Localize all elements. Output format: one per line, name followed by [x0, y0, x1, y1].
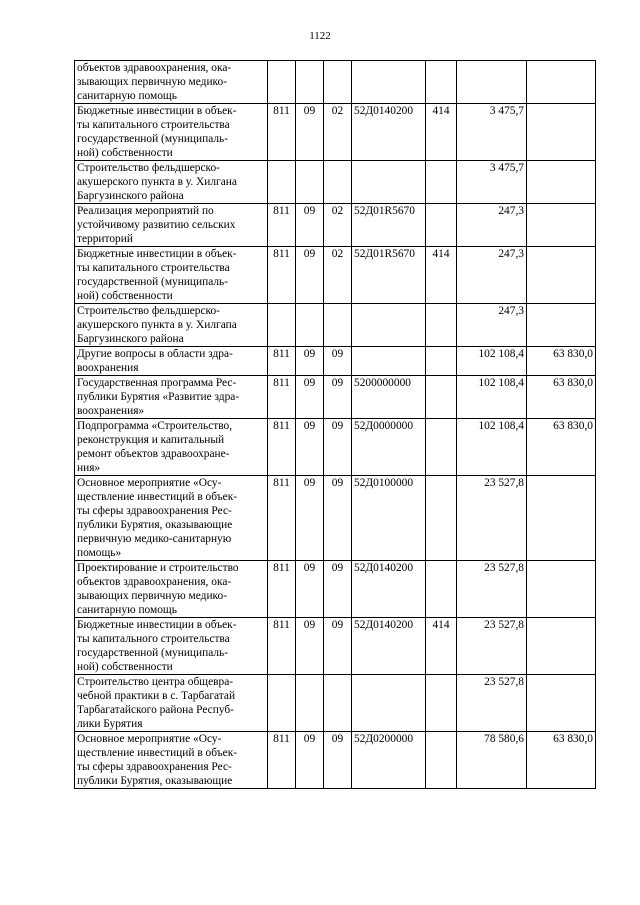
subsection-code-cell: 02 — [324, 247, 352, 304]
subsection-code-cell: 09 — [324, 476, 352, 561]
amount-2-cell: 63 830,0 — [527, 376, 596, 419]
amount-cell: 23 527,8 — [457, 675, 527, 732]
article-code-cell: 52Д0200000 — [352, 732, 426, 789]
amount-cell: 23 527,8 — [457, 618, 527, 675]
expense-type-cell — [426, 476, 457, 561]
name-cell — [75, 732, 268, 789]
name-cell — [75, 675, 268, 732]
row-label: Подпрограмма «Строительство, реконструкция и капитальный ремонт объектов здравоохране- ния» — [77, 420, 233, 474]
expense-type-cell — [426, 204, 457, 247]
row-label: Строительство центра общевра- чебной практики в с. Тарбагатай Тарбагатайского района Респуб- лики Бурятия — [77, 676, 236, 730]
subsection-code-cell — [324, 161, 352, 204]
section-code-cell: 09 — [296, 347, 324, 376]
name-cell — [75, 419, 268, 476]
section-code-cell: 09 — [296, 561, 324, 618]
subsection-code-cell — [324, 61, 352, 104]
name-cell — [75, 618, 268, 675]
name-cell — [75, 61, 268, 104]
section-code-cell: 09 — [296, 732, 324, 789]
page-number: 1122 — [309, 30, 331, 42]
admin-code-cell: 811 — [268, 561, 296, 618]
section-code-cell: 09 — [296, 476, 324, 561]
table-row — [75, 104, 596, 161]
expense-type-cell — [426, 61, 457, 104]
article-code-cell: 52Д01R5670 — [352, 204, 426, 247]
name-cell — [75, 304, 268, 347]
amount-cell: 3 475,7 — [457, 161, 527, 204]
expense-type-cell — [426, 376, 457, 419]
name-cell — [75, 104, 268, 161]
table-row — [75, 476, 596, 561]
table-row — [75, 376, 596, 419]
name-cell — [75, 347, 268, 376]
admin-code-cell: 811 — [268, 347, 296, 376]
article-code-cell: 52Д0140200 — [352, 618, 426, 675]
admin-code-cell: 811 — [268, 419, 296, 476]
article-code-cell: 52Д0140200 — [352, 104, 426, 161]
name-cell — [75, 247, 268, 304]
amount-2-cell: 63 830,0 — [527, 347, 596, 376]
expense-type-cell — [426, 161, 457, 204]
table-row — [75, 61, 596, 104]
admin-code-cell — [268, 304, 296, 347]
amount-2-cell: 63 830,0 — [527, 419, 596, 476]
admin-code-cell: 811 — [268, 247, 296, 304]
section-code-cell: 09 — [296, 247, 324, 304]
amount-cell: 23 527,8 — [457, 476, 527, 561]
amount-2-cell — [527, 204, 596, 247]
section-code-cell: 09 — [296, 419, 324, 476]
amount-cell — [457, 61, 527, 104]
expense-type-cell — [426, 561, 457, 618]
amount-2-cell — [527, 161, 596, 204]
subsection-code-cell — [324, 304, 352, 347]
subsection-code-cell: 09 — [324, 419, 352, 476]
subsection-code-cell: 09 — [324, 618, 352, 675]
admin-code-cell — [268, 61, 296, 104]
section-code-cell: 09 — [296, 376, 324, 419]
row-label: Основное мероприятие «Осу- ществление инвестиций в объек- ты сферы здравоохранения Рес- публики Бурятия, оказывающие — [77, 733, 238, 787]
article-code-cell: 5200000000 — [352, 376, 426, 419]
amount-cell: 102 108,4 — [457, 376, 527, 419]
amount-2-cell — [527, 476, 596, 561]
expense-type-cell — [426, 419, 457, 476]
amount-2-cell — [527, 675, 596, 732]
row-label: Бюджетные инвестиции в объек- ты капитального строительства государственной (муниципаль- ной) собственности — [77, 248, 237, 302]
row-label: Бюджетные инвестиции в объек- ты капитального строительства государственной (муниципаль- ной) собственности — [77, 619, 237, 673]
admin-code-cell — [268, 675, 296, 732]
subsection-code-cell: 09 — [324, 732, 352, 789]
article-code-cell — [352, 675, 426, 732]
amount-2-cell: 63 830,0 — [527, 732, 596, 789]
article-code-cell — [352, 347, 426, 376]
admin-code-cell — [268, 161, 296, 204]
row-label: Проектирование и строительство объектов здравоохранения, ока- зывающих первичную медико- санитарную помощь — [77, 562, 239, 616]
admin-code-cell: 811 — [268, 732, 296, 789]
name-cell — [75, 561, 268, 618]
article-code-cell: 52Д0000000 — [352, 419, 426, 476]
row-label: Реализация мероприятий по устойчивому развитию сельских территорий — [77, 205, 236, 245]
amount-cell: 247,3 — [457, 247, 527, 304]
amount-cell: 102 108,4 — [457, 347, 527, 376]
amount-2-cell — [527, 304, 596, 347]
row-label: объектов здравоохранения, ока- зывающих первичную медико- санитарную помощь — [77, 62, 232, 102]
subsection-code-cell — [324, 675, 352, 732]
table-row — [75, 675, 596, 732]
amount-cell: 3 475,7 — [457, 104, 527, 161]
article-code-cell: 52Д01R5670 — [352, 247, 426, 304]
article-code-cell: 52Д0140200 — [352, 561, 426, 618]
subsection-code-cell: 09 — [324, 347, 352, 376]
name-cell — [75, 376, 268, 419]
article-code-cell — [352, 161, 426, 204]
row-label: Строительство фельдшерско- акушерского пункта в у. Хилгана Баргузинского района — [77, 162, 237, 202]
section-code-cell — [296, 304, 324, 347]
expense-type-cell — [426, 732, 457, 789]
budget-table — [74, 60, 596, 789]
subsection-code-cell: 02 — [324, 104, 352, 161]
admin-code-cell: 811 — [268, 618, 296, 675]
table-row — [75, 561, 596, 618]
subsection-code-cell: 02 — [324, 204, 352, 247]
table-row — [75, 347, 596, 376]
name-cell — [75, 476, 268, 561]
row-label: Бюджетные инвестиции в объек- ты капитального строительства государственной (муниципаль- ной) собственности — [77, 105, 237, 159]
amount-cell: 23 527,8 — [457, 561, 527, 618]
row-label: Строительство фельдшерско- акушерского пункта в у. Хилгапа Баргузинского района — [77, 305, 237, 345]
section-code-cell: 09 — [296, 104, 324, 161]
admin-code-cell: 811 — [268, 376, 296, 419]
amount-cell: 247,3 — [457, 204, 527, 247]
table-row — [75, 247, 596, 304]
amount-cell: 102 108,4 — [457, 419, 527, 476]
subsection-code-cell: 09 — [324, 376, 352, 419]
amount-cell: 247,3 — [457, 304, 527, 347]
name-cell — [75, 161, 268, 204]
admin-code-cell: 811 — [268, 476, 296, 561]
budget-table-body — [75, 61, 596, 789]
row-label: Другие вопросы в области здра- воохранения — [77, 348, 233, 374]
amount-cell: 78 580,6 — [457, 732, 527, 789]
article-code-cell: 52Д0100000 — [352, 476, 426, 561]
row-label: Государственная программа Рес- публики Бурятия «Развитие здра- воохранения» — [77, 377, 240, 417]
section-code-cell — [296, 161, 324, 204]
article-code-cell — [352, 304, 426, 347]
expense-type-cell — [426, 347, 457, 376]
admin-code-cell: 811 — [268, 104, 296, 161]
table-row — [75, 419, 596, 476]
amount-2-cell — [527, 618, 596, 675]
expense-type-cell: 414 — [426, 104, 457, 161]
name-cell — [75, 204, 268, 247]
expense-type-cell — [426, 675, 457, 732]
table-row — [75, 618, 596, 675]
amount-2-cell — [527, 247, 596, 304]
amount-2-cell — [527, 61, 596, 104]
amount-2-cell — [527, 104, 596, 161]
admin-code-cell: 811 — [268, 204, 296, 247]
expense-type-cell — [426, 304, 457, 347]
expense-type-cell: 414 — [426, 247, 457, 304]
section-code-cell: 09 — [296, 618, 324, 675]
table-row — [75, 304, 596, 347]
article-code-cell — [352, 61, 426, 104]
section-code-cell — [296, 61, 324, 104]
amount-2-cell — [527, 561, 596, 618]
section-code-cell — [296, 675, 324, 732]
table-row — [75, 732, 596, 789]
section-code-cell: 09 — [296, 204, 324, 247]
table-row — [75, 204, 596, 247]
subsection-code-cell: 09 — [324, 561, 352, 618]
row-label: Основное мероприятие «Осу- ществление инвестиций в объек- ты сферы здравоохранения Рес- публики Бурятия, оказывающие первичную медико-санитарную помощь» — [77, 477, 238, 559]
expense-type-cell: 414 — [426, 618, 457, 675]
table-row — [75, 161, 596, 204]
